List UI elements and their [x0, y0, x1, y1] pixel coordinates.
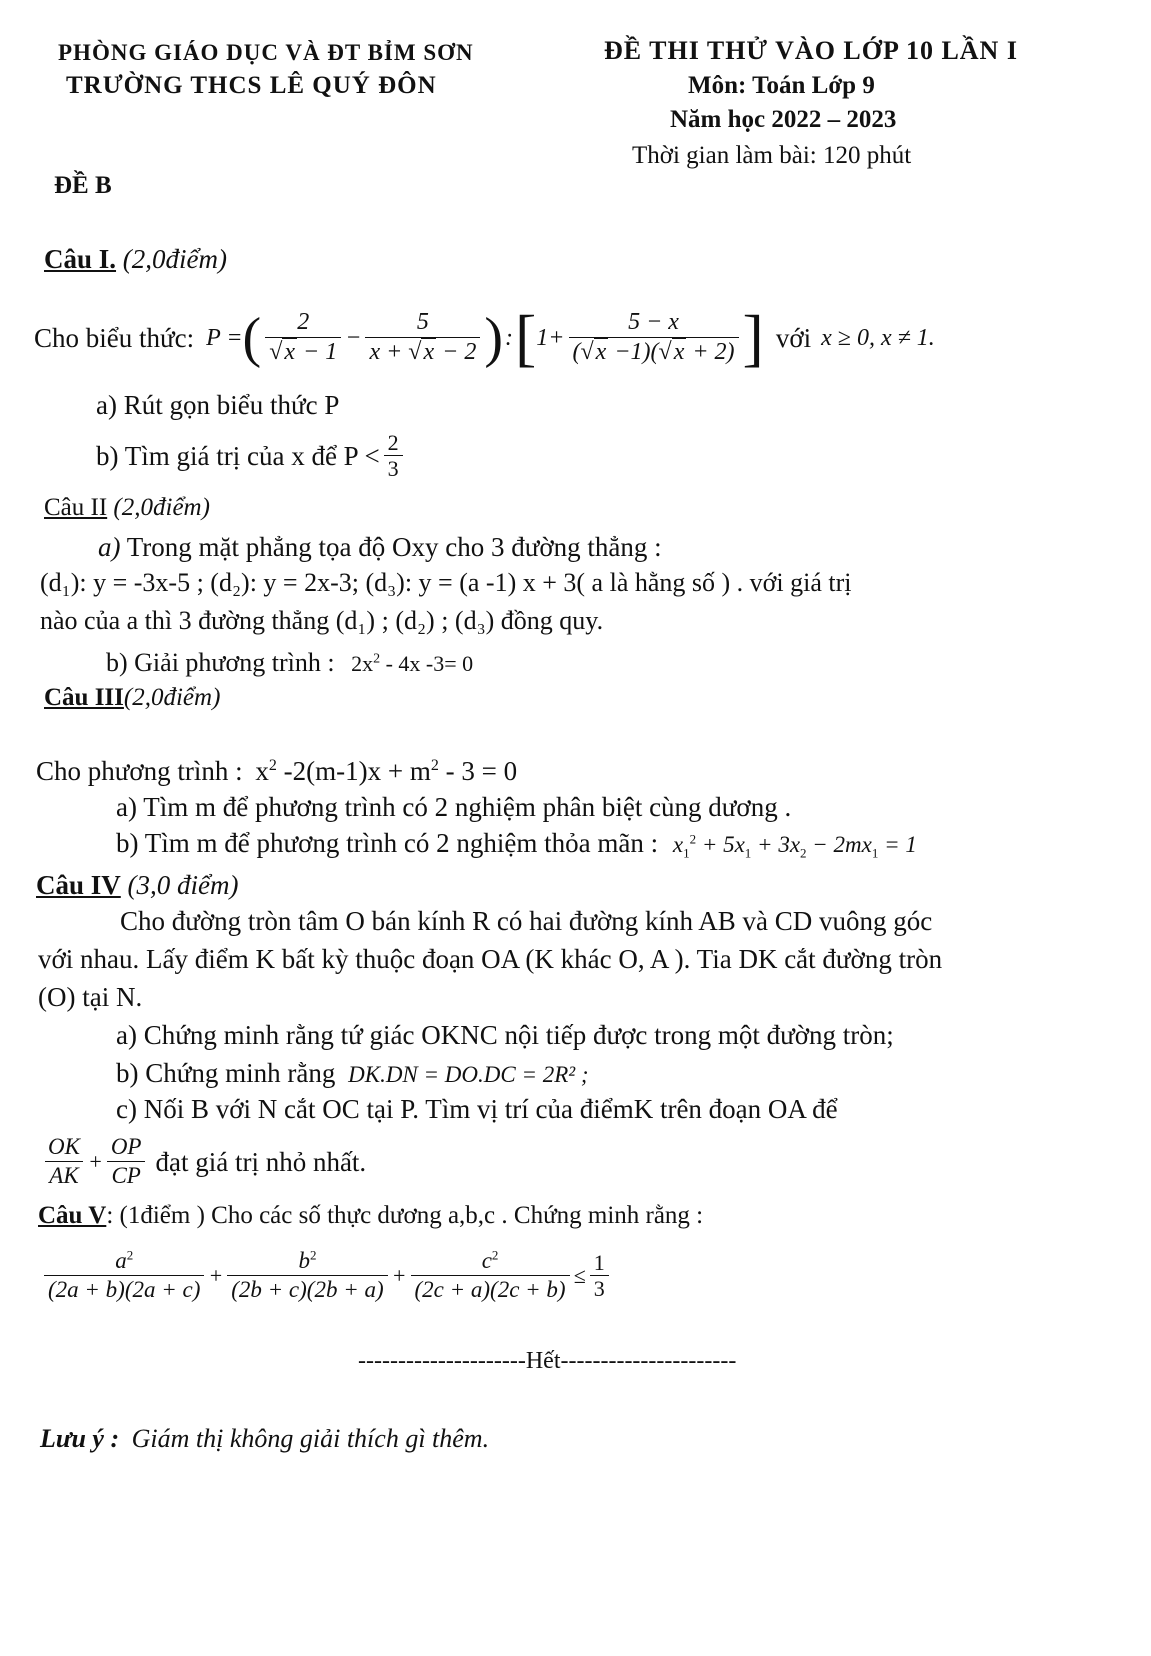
fraction-5-over-x-plus-sqrtx-minus-2: $\frac{5}{x + √x - 2}$ [365, 309, 480, 366]
fraction-1-over-3: $\frac{1}{3}$ [590, 1250, 609, 1303]
fraction-c-squared: $\frac{c^2}{(2c + a)(2c + b)}$ [411, 1248, 570, 1303]
q3-intro-line [36, 756, 517, 787]
q5-title: Câu V [38, 1202, 107, 1229]
note-label: Lưu ý : [40, 1424, 120, 1453]
q1-part-b-line [96, 424, 407, 488]
subject: Môn: Toán Lớp 9 [688, 72, 875, 99]
q3-part-a: a) Tìm m để phương trình có 2 nghiệm phân biệt cùng dương . [116, 792, 792, 822]
right-paren: ) [484, 307, 503, 369]
school-name: TRƯỜNG THCS LÊ QUÝ ĐÔN [66, 72, 437, 99]
q3-part-b-line [116, 828, 917, 862]
q3-title: Câu III [44, 684, 124, 711]
q3-part-b: b) Tìm m để phương trình có 2 nghiệm thỏa mãn : [116, 828, 659, 858]
p-equals: P = [206, 324, 243, 351]
q4-part-a: a) Chứng minh rằng tứ giác OKNC nội tiếp được trong một đường tròn; [116, 1020, 894, 1050]
q4-part-b-expression: DK.DN = DO.DC = 2R² ; [348, 1062, 589, 1087]
q3-points: (2,0điểm) [123, 684, 221, 711]
fraction-5-minus-x: $\frac{5 - x}{(√x -1)(√x + 2)}$ [569, 309, 739, 366]
q1-title: Câu I. [44, 244, 117, 274]
fraction-op-over-cp: $\frac{OP}{CP}$ [107, 1134, 146, 1189]
q1-part-b: b) Tìm giá trị của x để P < [96, 440, 380, 471]
q1-expression-line: Cho biểu thức: P = ( $\frac{2}{√x - 1}$ − $\frac{5}{x + √x - 2}$ ) : [ 1+ $\frac{5 - x}{(√x -1)(√x + 2)}$ ] với x ≥ 0, x ≠ 1. [34, 302, 935, 373]
left-paren: ( [242, 307, 262, 369]
q1-condition: x ≥ 0, x ≠ 1. [821, 324, 935, 351]
q3-equation: $x^2$ $-2(m-1)x + m^2 - 3 = 0$ [255, 756, 518, 786]
end-word: Hết [525, 1348, 561, 1374]
q2-part-a-text: Trong mặt phẳng tọa độ Oxy cho 3 đường thẳng : [126, 532, 662, 562]
q4-points: (3,0 điểm) [127, 870, 239, 900]
end-dashes-right: ---------------------- [560, 1348, 737, 1374]
fraction-ok-over-ak: $\frac{OK}{AK}$ [44, 1134, 84, 1189]
q4-heading [36, 870, 239, 901]
exam-title: ĐỀ THI THỬ VÀO LỚP 10 LẦN I [604, 36, 1018, 65]
q4-title: Câu IV [36, 870, 121, 900]
fraction-2-over-3: $\frac{2}{3}$ [384, 430, 403, 483]
q5-heading-line [38, 1202, 703, 1230]
q1-intro: Cho biểu thức: [34, 322, 195, 353]
q1-heading [44, 244, 227, 275]
exam-variant: ĐỀ B [54, 172, 112, 199]
q3-condition-expression: $x_1^2 + 5x_1 + 3x_2 - 2mx_1 = 1$ [672, 831, 917, 861]
left-bracket: [ [514, 302, 537, 373]
q1-part-a: a) Rút gọn biểu thức P [96, 390, 340, 420]
q3-intro: Cho phương trình : [36, 756, 243, 786]
end-marker [358, 1348, 736, 1375]
q2-part-a-line2: (d₁): y = -3x-5 ; (d₂): y = 2x-3; (d₃): y = (a -1) x + 3( a là hằng số ) . với giá trị [40, 568, 852, 597]
q1-points: (2,0điểm) [122, 244, 227, 274]
note-text: Giám thị không giải thích gì thêm. [131, 1424, 490, 1453]
right-bracket: ] [742, 302, 764, 373]
end-dashes-left: --------------------- [358, 1348, 526, 1374]
q5-intro: : (1điểm ) Cho các số thực dương a,b,c . Chứng minh rằng : [106, 1202, 704, 1229]
fraction-b-squared: $\frac{b^2}{(2b + c)(2b + a)}$ [227, 1248, 387, 1303]
q4-line2: với nhau. Lấy điểm K bất kỳ thuộc đoạn OA (K khác O, A ). Tia DK cắt đường tròn [38, 944, 943, 974]
school-year: Năm học 2022 – 2023 [670, 106, 897, 133]
q2-part-a-line1: a) Trong mặt phẳng tọa độ Oxy cho 3 đường thẳng : [98, 532, 662, 562]
q2-heading [44, 494, 210, 522]
fraction-a-squared: $\frac{a^2}{(2a + b)(2a + c)}$ [44, 1248, 204, 1303]
q4-part-b: b) Chứng minh rằng [116, 1058, 336, 1088]
q4-line1: Cho đường tròn tâm O bán kính R có hai đường kính AB và CD vuông góc [120, 906, 933, 936]
q4-part-c-end-line: $\frac{OK}{AK}$ + $\frac{OP}{CP}$ đạt giá trị nhỏ nhất. [40, 1130, 366, 1194]
q4-part-b-line [116, 1058, 589, 1089]
q2-title: Câu II [44, 494, 108, 521]
q2-equation: $2x^2 - 4x$ -3= 0 [351, 651, 474, 676]
q2-part-b-line [106, 648, 473, 678]
q4-line3: (O) tại N. [38, 982, 143, 1012]
q2-part-b: b) Giải phương trình : [106, 648, 335, 677]
q4-part-c: c) Nối B với N cắt OC tại P. Tìm vị trí của điểmK trên đoạn OA để [116, 1094, 838, 1124]
q3-heading [44, 684, 220, 712]
department-name: PHÒNG GIÁO DỤC VÀ ĐT BỈM SƠN [58, 40, 474, 65]
q1-condition-prefix: với [775, 322, 812, 353]
q2-part-a-line3: nào của a thì 3 đường thẳng (d₁) ; (d₂) ; (d₃) đồng quy. [40, 606, 604, 635]
exam-duration: Thời gian làm bài: 120 phút [632, 142, 912, 169]
q4-part-c-end: đạt giá trị nhỏ nhất. [155, 1146, 367, 1177]
fraction-2-over-sqrtx-minus-1: $\frac{2}{√x - 1}$ [265, 309, 341, 366]
q2-points: (2,0điểm) [113, 494, 210, 521]
q5-inequality: $\frac{a^2}{(2a + b)(2a + c)}$ + $\frac{b^2}{(2b + c)(2b + a)}$ + $\frac{c^2}{(2c + a)(2c + b)}$ ≤ $\frac{1}{3}$ [40, 1236, 613, 1316]
note [40, 1424, 489, 1454]
